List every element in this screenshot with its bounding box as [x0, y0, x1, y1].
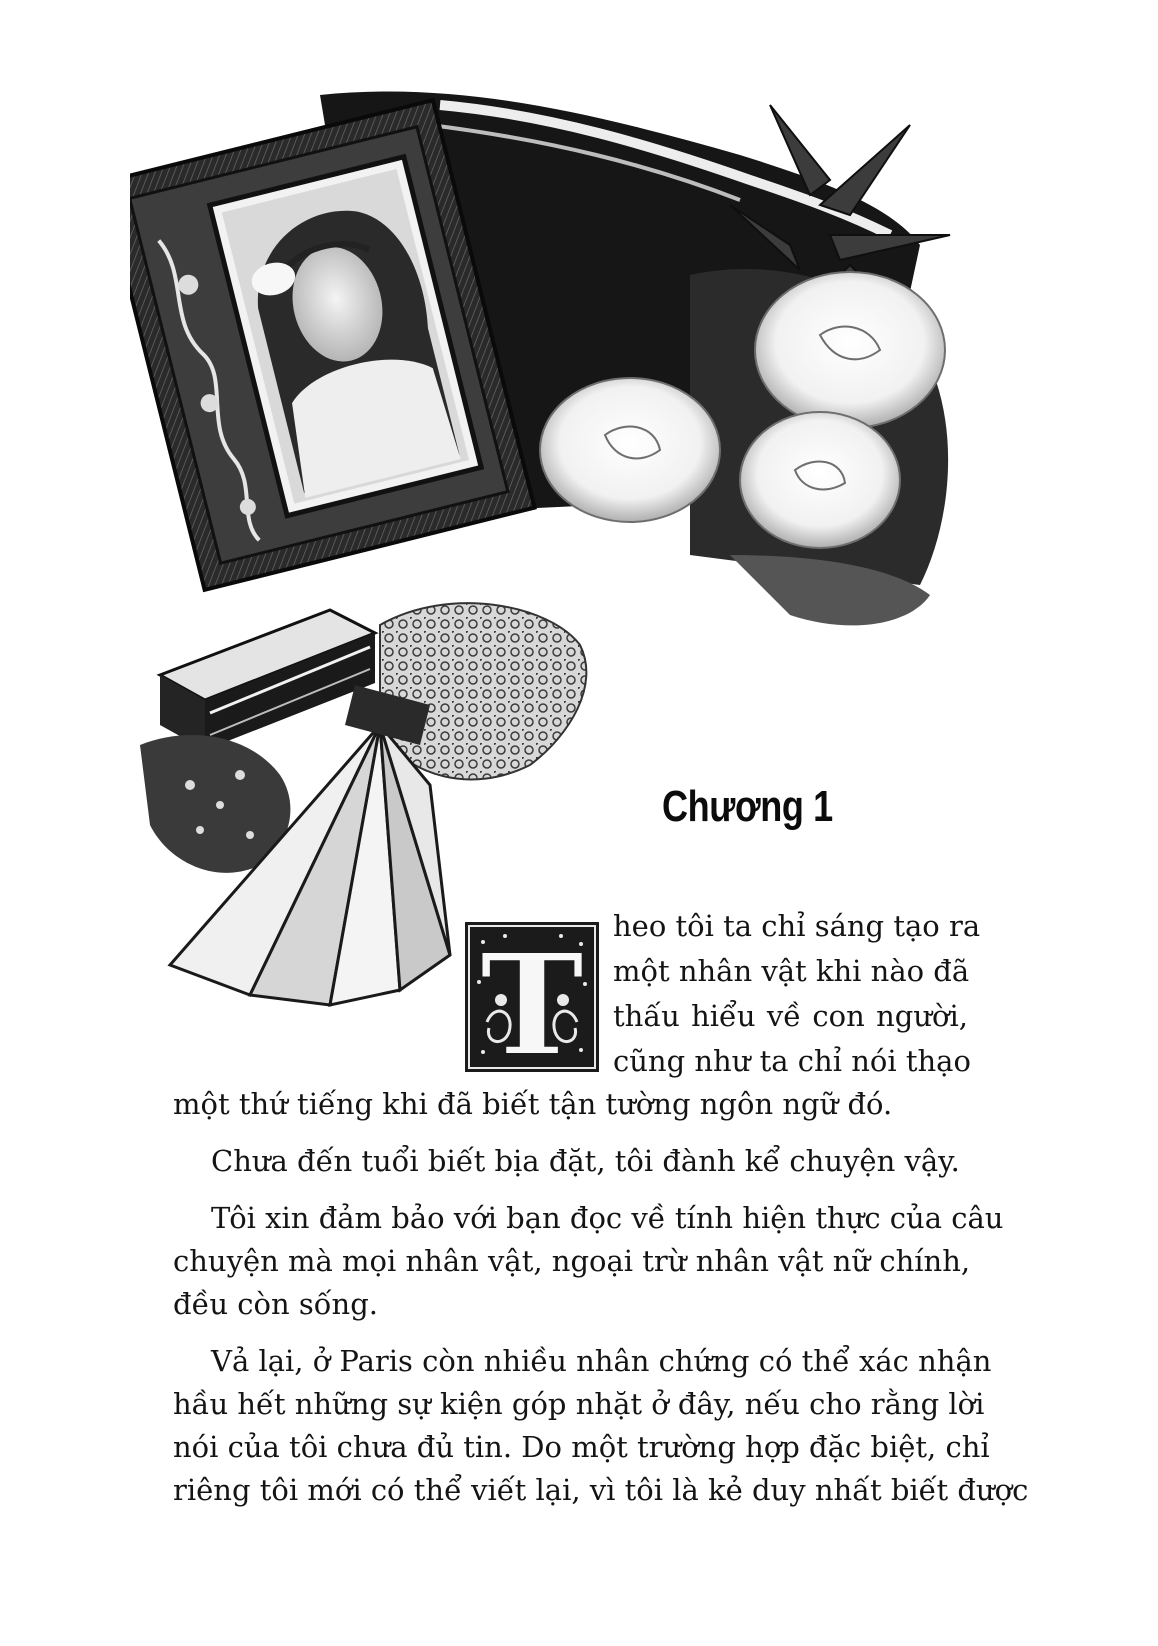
opening-line-4: cũng như ta chỉ nói thạo: [613, 1044, 971, 1078]
ornamental-dropcap: [465, 922, 599, 1072]
paragraph-2: [173, 1197, 1004, 1326]
chapter-text: [173, 905, 1029, 1526]
paragraph-line: Tôi xin đảm bảo với bạn đọc về tính hiện thực của câu: [211, 1201, 1004, 1235]
paragraph-line: nói của tôi chưa đủ tin. Do một trường hợp đặc biệt, chỉ: [173, 1430, 990, 1464]
paragraph-line: hầu hết những sự kiện góp nhặt ở đây, nếu cho rằng lời: [173, 1387, 985, 1421]
opening-paragraph: [173, 905, 981, 1083]
dropcap-letter: T: [479, 924, 585, 1072]
opening-line-tail: một thứ tiếng khi đã biết tận tường ngôn ngữ đó.: [173, 1087, 893, 1121]
paragraph-1: [173, 1140, 968, 1183]
paragraph-3: [173, 1340, 1029, 1512]
chapter-title: Chương 1: [662, 782, 833, 831]
paragraph-line: Chưa đến tuổi biết bịa đặt, tôi đành kể chuyện vậy.: [211, 1144, 960, 1178]
paragraph-line: riêng tôi mới có thể viết lại, vì tôi là kẻ duy nhất biết được: [173, 1473, 1029, 1507]
opening-line-3: thấu hiểu về con người,: [613, 999, 968, 1033]
paragraph-line: Vả lại, ở Paris còn nhiều nhân chứng có thể xác nhận: [211, 1344, 992, 1378]
opening-line-2: một nhân vật khi nào đã: [613, 954, 970, 988]
paragraph-line: chuyện mà mọi nhân vật, ngoại trừ nhân vật nữ chính,: [173, 1244, 971, 1278]
paragraph-line: đều còn sống.: [173, 1287, 378, 1321]
opening-line-1: heo tôi ta chỉ sáng tạo ra: [613, 909, 981, 943]
